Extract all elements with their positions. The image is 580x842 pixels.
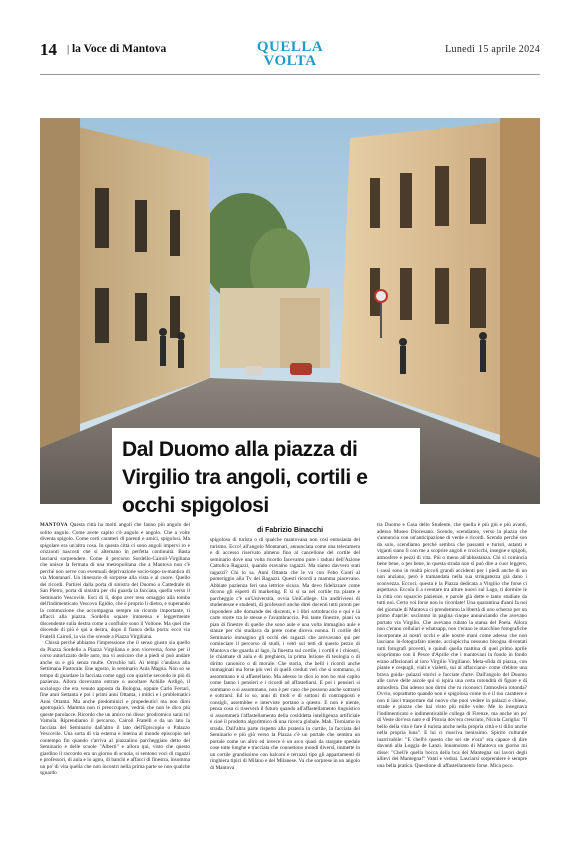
article-byline: di Fabrizio Binacchi [256, 527, 324, 534]
article-paragraph [40, 522, 190, 640]
article-headline: Dal Duomo alla piazza di Virgilio tra angoli, cortili e occhi spigolosi [122, 438, 368, 517]
article-paragraph: Chissà perché abbiamo l'impressione che il senso giusto sia quello da Piazza Sordello a Piazza Virgiliana e non viceversa, forse per il corso autorizzato delle auto, ma vi assicuro che a piedi si può andare anche su e giù senza multe. Orrschio tali. Ai tempi c'andava alla Settimana Pastorale. Ene agosto, in seminario Aula Magna. Non so se tempo di guardare la facciata come oggi con qualche secondo in più di pazienza. Allora dovevamo entrare o ascoltare Achille Ardigò, il sociologo che era venuto apposta da Bologna, oppure Carlo Ferrari, fine anni Settanta e poi i primi anni Ottanta, i mitici e i problematici Anni Ottanta. Ma anche predominici e propedeutici ma non direi apotropaici. Mamma non ti preoccupare, vedrai che non le dico più queste parolacce. Ricordo che un amico mi disse: prodromico sarai tu! Vamolà. Riprendiamo il percorso. Cairoli Fratelli e da un lato la facciata del Seminario dall'altro il lato dell'Episcopio o Palazzo Vescovile. Una sorta di via esterna e interna al mondo episcopio nel contempo fin quando c'arriva al piazzalino parcheggiato detto del Seminario e delle scuole "Alberti" e allora qui, visto che questo giardino il raccordo era un giorno di scuola, si sentono voci di ragazzi e professori, di aula e lo agnu, di banchi e affacci di finestra, insomma un po' di vita quella che non incontri nella prima parte se non qualche sguardo [40, 640, 190, 776]
paragraph-text: Questa città ha molti angoli che fanno più angolo del solito angolo. Come avete capito c'è angolo e angolo. Che a volte diventa spigolo. Come certi caratteri di parenti e amici, spigolosi. Ma spigolare era un'altra cosa. In questa città ci sono angoli impervi ro e orizzonti nascosti che si alternano in perfetta continuità. Basta lasciarsi sorprendere. Come il percorso Sordello-Cairoli-Virgiliana che unisce la fermata di una metropolitana che a Mantova non c'è perché non serve con eventuali deprivazione socio-topo-ra-mantica di via Montanari. Un itinerario di sorprese alla vista e al cuore. Quello dei ricordi. Partirei dalla porta di sinistra del Duomo o Cattedrale di San Pietro, porta di sinistra per chi guarda la facciata, quella verso il Seminario Vescovile. Esci di lì, dopo aver reso omaggio alla tomba dell'indimenticato Vescovo Egidio, che è proprio lì dietro, e superando la commozione che accompagna sempre un ricordo importante, ti affacci alla piazza. Sordello square immensa e leggermente discendente sulla destra come a confluire sono il Voltone. Ma quel che discende di più è qui a destra, dopo il fianco della porta: ecco via Fratelli Cairoli, la via che scende a Piazza Virgiliana. [40, 522, 191, 640]
article-column-2 [210, 537, 360, 771]
issue-date: Lunedì 15 aprile 2024 [445, 44, 540, 55]
article-column-1 [40, 522, 190, 777]
masthead-title: la Voce di Mantova [71, 43, 167, 55]
article-column-3 [377, 522, 527, 769]
header-rule [40, 74, 540, 75]
section-title [240, 40, 340, 68]
page-header [40, 40, 540, 68]
lead-word: MANTOVA [40, 523, 68, 528]
section-title-line1: QUELLA [256, 39, 324, 55]
section-title-line2: VOLTA [263, 53, 317, 69]
article-paragraph: tra Duomo e Casa dello Studente, che quella è più giù e più avanti, adesso Museo Diocesano. Scendo, scendiamo, verso la piazza che s'annuncia con un'anticipazione di verde e ricordi. Scendo perché son da solo, scendiamo perché sembra che passanti e turisti, astanti e viganti siano lì con me a scoprire angoli e crocicchi, insegne e spigoli, atmosfere e pezzi di vita. Più o meno all'abbastanza. Chi si comincia bene bene, o per bene, in questa strada non si può dire a cuor leggero, i sassi sono in realtà piccoli grandi accidenti per i piedi anche di un non anziano, però è tramandata nella sua stringatezza già dano i sconvezza. Eccoci, questa è la Piazza dedicata a Virgilio che forse ci aspettava. Eccola lì a sventare tra alture nuovi sul Lago, ti dormire le la città con squarcio pazienze, e parole già dette e tanto studiate da tutti noi. Certo voi forse non lo ricordate! Una quarantina d'anni fa noi del giornale di Mantova ci prendemmo la libertà di uno scherzo per un primo d'aprile: uscimmo in pagina cinque annunciando che avevano portato via Virgilio. Che avevano rubato la statua del Poeta. Allora non c'erano cellulari e whatsapp, non c'erano le macchine fotografiche incorporate ai nostri occhi e alle nostre mani come adesso che non lasciano in-fotografato niente, acciupiccha nessuno bisogna diventati tutti fotografi provetti, e quindi quella mattina di quel primo aprile scoprimmo con il Pesce d'Aprile che i mantovani in fondo in fondo erano affezionati al loro Virgilio Virgiliano. Meta-sfida di piazza, con piante e cespugli, viali e vialetti, sui al affacciano- come d'ebbre una brava guida- palazzi storici e facciate d'arte. Dall'angolo del Duomo alle curve delle ascole qui si ispira una certa rotondità di figure e di atmosfera. Dai adesso non dirmi che ru riconosci l'atmosfera rotonda? Ovvio, soprattutto quando non è spigolosa come tu e il tuo carattere e non ti lasci trasportare dal nuovo che puoi vedere in palazzi e chiese, strade e piazze che hai visto più mille volte. Me lo insegnava l'indimenticato e indimenticabile collega di Firenze, ma anche un po' di Veste dov'era nato e di Pistoia dov'era cresciuto, Nicola Cariglia: "Il bello della vita è fare il turista anche nella propria città e ti dilio anche nella propria luna". E lui ci riusciva benissimo. Spirito culturale inarrivabile: "E chell'è questo che sei ste e'ora" era capace di dire davanti alla Loggia de Lanzi. Innamorato di Mantova un giorno mi disse: "Chell'è quella bocca della bca del Mantegna sui lavori degli allievi del Mantegna!" Vanti e vedrai. Lasciarsi sorprendere è sempre una bella pratica. Questione di affastellamento forse. Mica poco. [377, 522, 527, 769]
masthead: | la Voce di Mantova [67, 43, 167, 55]
headline-box [112, 428, 420, 517]
page-number: 14 [40, 40, 57, 59]
article-paragraph: spigoloso di turista o di qualche mantovana non così entusiasta del turismo. Ecco! all'angolo Montanari, annunciata come una telecamera e di accesso riservato almeno fino al cancellone del cortile del seminario dove una volta ricordo facevamo pure i raduni dell'Azione Cattolica Ragazzi, quando eravamo ragazzi. Ma siamo davvero stati ragazzi? Chi lo sa. Anni Ottanta che le va con Febo Conti al pomeriggio alla Tv dei Ragazzi. Questi ricordi a mamma piacevano. Abbiate pazienza ferì una lettrice sicura. Ma devo fidelizzare come dicono gli esperti di marketing. E sì si sa nel cortile tra piante e parcheggio c'è un'Università, ovvia UniCollege. Un andirivieni di studentesse e studenti, di professori anche direi docenti tutti pronti per rispondere alle domande dei discenti, e i libri sottobraccio e qui e là carte storte tra le stesse e l'avambraccio. Poi tante finestre, piani va pian di finestre di quelle che sono aule e una volta immagino aule e stanze per chi studiava da prete come diceva nonna. Il cortile del Seminario immagino gli occhi dei ragazzi che arrivavano qui per cominciare il percorso di studi, i vetri sui tetti di questo pezzo di Mantova che guarda al lago, la finestra sul cortile, i cortili e i chiostri, le chiamate di aula e di preghiera, la prima lezione di teologia o di diritto canonico o di morale. Che storia, che belli i ricordi anche immaginati ma forse più veri di quelli creduti veri che si sommano, si assommano e si affastellano. Ma adesso lo dico io non ho mai capito come fanno i pensieri e i ricordi ad affastellarsi. E poi i pensieri si sommano o si assommano, non è per caso che possono anche sottrarsi e sottrarsi. Ed io so, anni di titoli e di sottoni di contrapposti e consigli, assemblee e interviste portano a questo. E non è niente, pensa cosa ci riserverà il futuro quando all'affastellamento linguistico si assommerà l'affastellamento della cosiddetta intelligenza artificiale e cioè il prodotto algoritmico di una ricerca globale. Mah. Torniamo in strada. Dall'altra parte rispetto alla prateria in cortile, la facciata del Seminario e più giù verso la Piazza c'è un portale che sembra un portale come un altro ed invece è un arco quasi da stargate spedale cose tutte lunghe e tracciata che connettono mondi diversi, immette in un cortile grandissimo con balconi e terrazzi tipo gli appartamenti di ringhiera tipici di Milano e del Milanese. Va che sorprese in un angolo di Mantova [210, 537, 360, 771]
